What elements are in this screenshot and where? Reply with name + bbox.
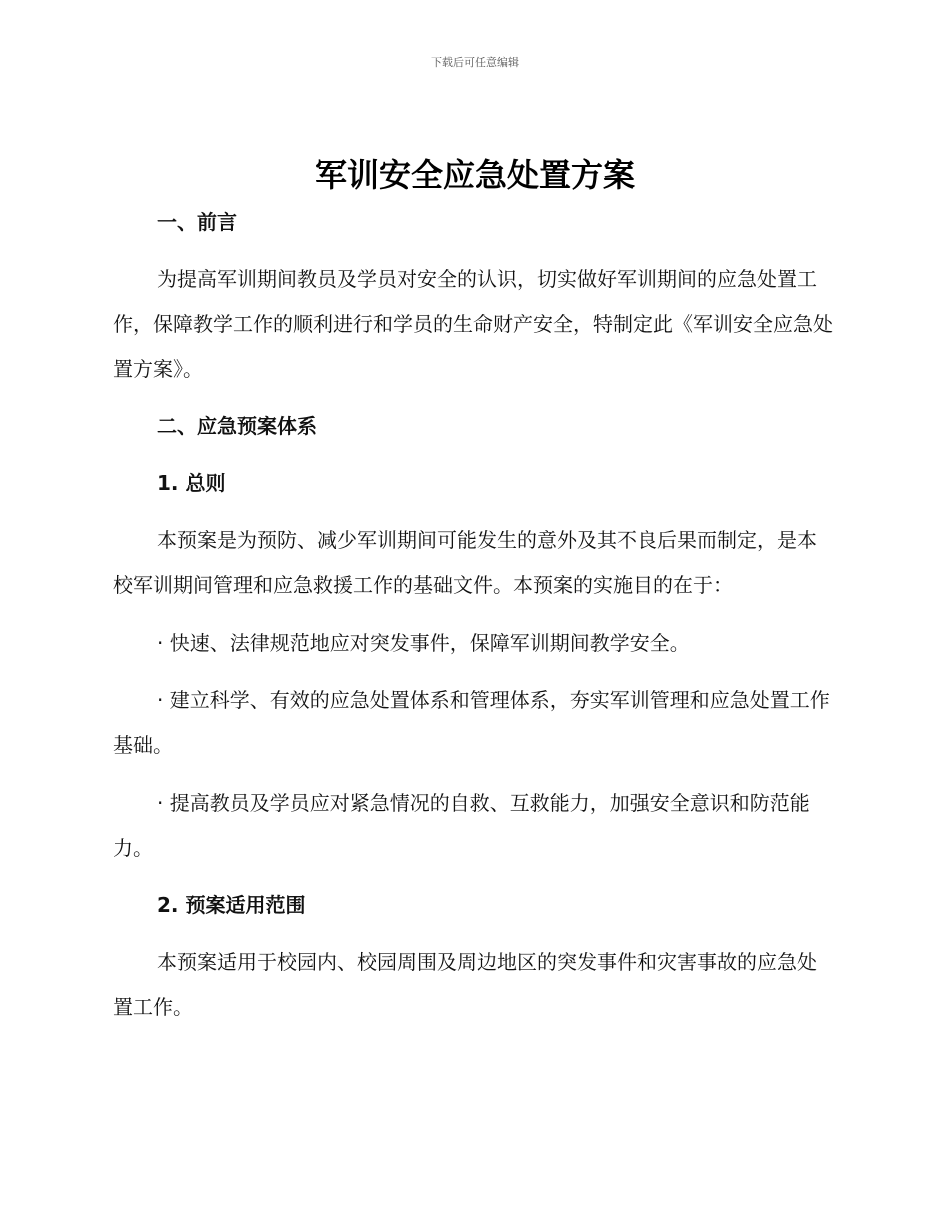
section-heading-preface: 一、前言 bbox=[157, 210, 237, 234]
subsection-heading-scope: 2. 预案适用范围 bbox=[157, 893, 306, 917]
bullet-item: · 快速、法律规范地应对突发事件，保障军训期间教学安全。 bbox=[157, 631, 690, 655]
header-note: 下载后可任意编辑 bbox=[431, 56, 519, 69]
general-paragraph: 本预案是为预防、减少军训期间可能发生的意外及其不良后果而制定，是本校军训期间管理和应急救援工作的基础文件。本预案的实施目的在于： bbox=[113, 528, 817, 597]
section-heading-plan-system: 二、应急预案体系 bbox=[157, 414, 317, 438]
subsection-heading-general: 1. 总则 bbox=[157, 471, 226, 495]
scope-paragraph: 本预案适用于校园内、校园周围及周边地区的突发事件和灾害事故的应急处置工作。 bbox=[113, 950, 817, 1019]
preface-paragraph: 为提高军训期间教员及学员对安全的认识，切实做好军训期间的应急处置工作，保障教学工作的顺利进行和学员的生命财产安全，特制定此《军训安全应急处置方案》。 bbox=[113, 267, 833, 381]
bullet-item: · 建立科学、有效的应急处置体系和管理体系，夯实军训管理和应急处置工作基础。 bbox=[113, 688, 830, 757]
document-title: 军训安全应急处置方案 bbox=[314, 156, 635, 194]
bullet-item: · 提高教员及学员应对紧急情况的自救、互救能力，加强安全意识和防范能力。 bbox=[113, 791, 810, 860]
